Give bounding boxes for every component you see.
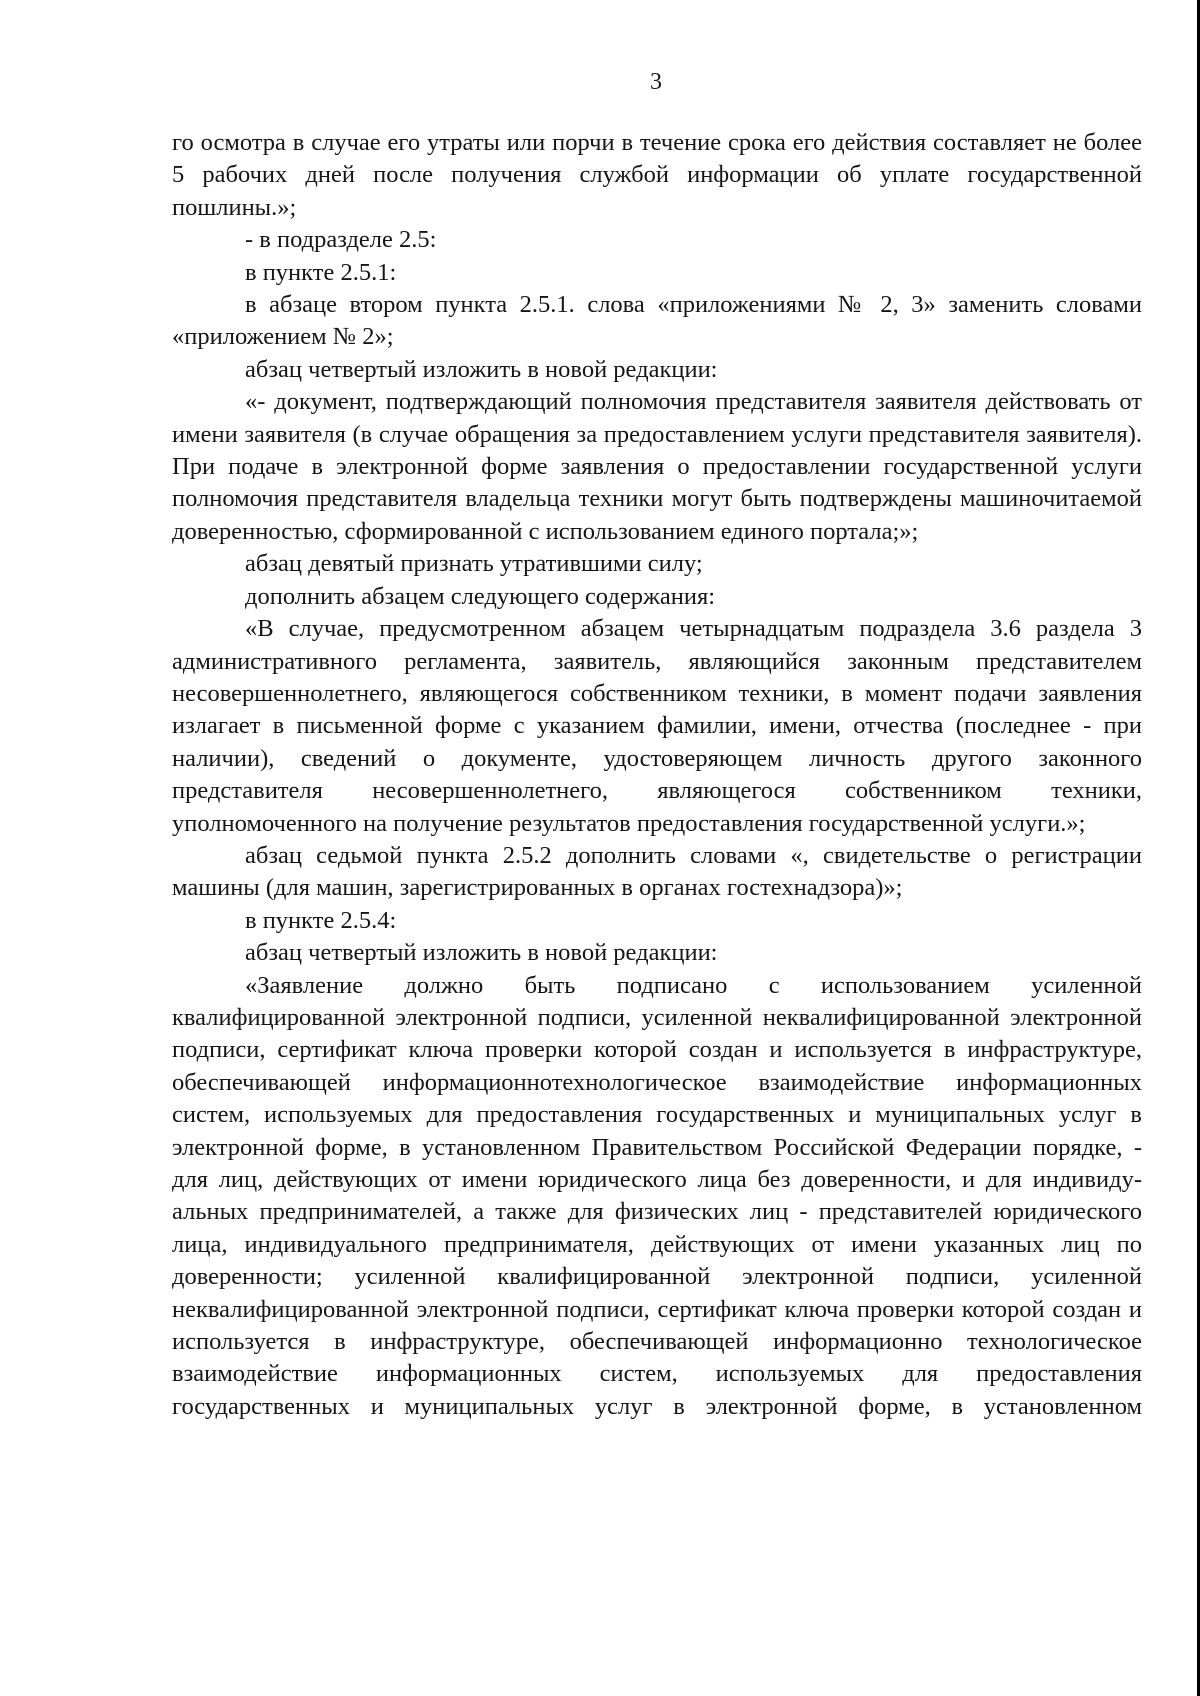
- paragraph-quote-document: «- документ, подтверждающий полномочия представителя заявителя действовать от имени заявителя (в случае обращения за предоставлением услуги представителя заявителя). При подаче в электронной форме заявления о предоставлении государственной услуги полномочия представителя владельца техники могут быть подтверждены машиночитаемой доверенностью, сформированной с использованием единого портала;»;: [172, 388, 1142, 545]
- paragraph-subsection-2-5: - в подразделе 2.5:: [245, 226, 437, 254]
- paragraph-ninth-abzac: абзац девятый признать утратившими силу;: [245, 550, 703, 578]
- paragraph-item-2-5-4: в пункте 2.5.4:: [245, 906, 397, 934]
- paragraph-fourth-abzac-2: абзац четвертый изложить в новой редакции:: [245, 939, 718, 967]
- document-body: [172, 127, 1142, 1423]
- paragraph-add-abzac: дополнить абзацем следующего содержания:: [245, 582, 716, 610]
- page-number: 3: [650, 69, 662, 95]
- paragraph-item-2-5-1: в пункте 2.5.1:: [245, 258, 397, 286]
- paragraph-quote-minor: «В случае, предусмотренном абзацем четырнадцатым подраздела 3.6 раздела 3 административного регламента, заявитель, являющийся законным представителем несовершеннолетнего, являющегося собственником техники, в момент подачи заявления излагает в письменной форме с указанием фамилии, имени, отчества (последнее - при наличии), сведений о документе, удостоверяющем личность другого законного представителя несовершеннолетнего, являющегося собственником техники, уполномоченного на получение результатов предоставления государственной услуги.»;: [172, 615, 1142, 837]
- paragraph-amend-2-5-1: в абзаце втором пункта 2.5.1. слова «приложениями № 2, 3» заменить словами «приложением № 2»;: [172, 291, 1142, 351]
- paragraph-continuation: го осмотра в случае его утраты или порчи в течение срока его действия составляет не более 5 рабочих дней после получения службой информации об уплате государственной пошлины.»;: [172, 129, 1142, 221]
- paragraph-fourth-abzac: абзац четвертый изложить в новой редакции:: [245, 355, 718, 383]
- paragraph-quote-signature: «Заявление должно быть подписано с использованием усиленной квалифицированной электронной подписи, усиленной неквалифицированной электронной подписи, сертификат ключа проверки которой создан и используется в инфраструктуре, обеспечивающей информационнотехнологическое взаимодействие информационных систем, используемых для предоставления государственных и муниципальных услуг в электронной форме, в установленном Правительством Российской Федерации порядке, - для лиц, действующих от имени юридического лица без доверенности, и для индивидуальных предпринимателей, а также для физических лиц - представителей юридического лица, индивидуального предпринимателя, действующих от имени указанных лиц по доверенности; усиленной квалифицированной электронной подписи, усиленной неквалифицированной электронной подписи, сертификат ключа проверки которой создан и используется в инфраструктуре, обеспечивающей информационно технологическое взаимодействие информационных систем, используемых для предоставления государственных и муниципальных услуг в электронной форме, в установленном: [172, 971, 1142, 1420]
- paragraph-seventh-abzac: абзац седьмой пункта 2.5.2 дополнить словами «, свидетельстве о регистрации машины (для машин, зарегистрированных в органах гостехнадзора)»;: [172, 841, 1142, 902]
